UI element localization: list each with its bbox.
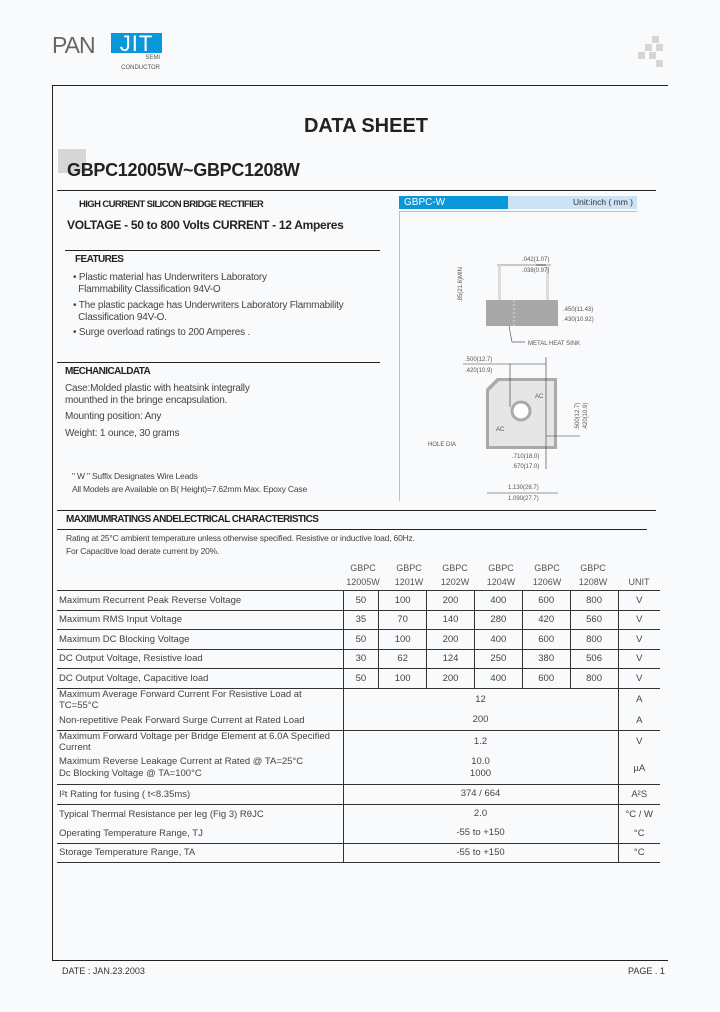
table-row: Maximum DC Blocking Voltage 50 100 200 400 600 800 V	[57, 630, 660, 650]
table-row: Maximum Forward Voltage per Bridge Element at 6.0A Specified Current 1.2 V	[57, 730, 660, 753]
svg-text:.500(12.7): .500(12.7)	[575, 402, 581, 430]
svg-text:.710(18.0): .710(18.0)	[512, 454, 540, 460]
cell-value: 280	[474, 610, 522, 630]
table-row: Typical Thermal Resistance per leg (Fig 3) RθJC 2.0 °C / W	[57, 804, 660, 824]
package-unit: Unit:inch ( mm )	[508, 196, 637, 209]
cell-value: 100	[379, 630, 427, 650]
cell-value: 560	[570, 610, 618, 630]
cell-value: 600	[522, 591, 570, 611]
page-heading: DATA SHEET	[303, 115, 429, 137]
column-header: GBPC 1201W	[394, 563, 424, 587]
table-row: DC Output Voltage, Resistive load 30 62 124 250 380 506 V	[57, 649, 660, 669]
table-row: I²t Rating for fusing ( t<8.35ms) 374 / 664 A²S	[57, 785, 660, 805]
cell-value: 380	[522, 649, 570, 669]
mech-mounting: Mounting position: Any	[65, 411, 162, 422]
feature-item: • Surge overload ratings to 200 Amperes .	[73, 327, 251, 338]
cell-value: 200	[427, 591, 475, 611]
ratings-note1: Rating at 25°C ambient temperature unless otherwise specified. Resistive or inductive load, 60Hz.	[66, 533, 415, 543]
cell-value: 800	[570, 669, 618, 689]
package-diagram	[399, 211, 637, 501]
table-row: DC Output Voltage, Capacitive load 50 100 200 400 600 800 V	[57, 669, 660, 689]
ratings-table	[57, 590, 660, 863]
table-row: Storage Temperature Range, TA -55 to +150 °C	[57, 843, 660, 863]
column-header: GBPC 12005W	[346, 563, 380, 587]
svg-text:.038(0.97): .038(0.97)	[522, 268, 550, 274]
cell-value: 50	[343, 630, 379, 650]
note-w-suffix: " W " Suffix Designates Wire Leads	[72, 471, 198, 481]
cell-value: 600	[522, 669, 570, 689]
column-header: GBPC 1202W	[440, 563, 470, 587]
cell-value: 200	[427, 630, 475, 650]
svg-text:1.130(28.7): 1.130(28.7)	[508, 485, 539, 491]
footer-date: DATE : JAN.23.2003	[62, 966, 145, 976]
dim-lead-w1: .042(1.07)	[522, 257, 550, 263]
logo-sub1: SEMI	[145, 55, 160, 61]
cell-value: 30	[343, 649, 379, 669]
feature-item: • The plastic package has Underwriters Laboratory Flammability Classification 94V-O.	[73, 300, 344, 323]
cell-value: 506	[570, 649, 618, 669]
svg-text:.450(11.43): .450(11.43)	[563, 307, 594, 313]
frame-left	[52, 85, 53, 961]
table-row: Maximum Reverse Leakage Current at Rated @ TA=25°C Dc Blocking Voltage @ TA=100°C 10.0 1000 µA	[57, 753, 660, 785]
cell-value: 100	[379, 669, 427, 689]
svg-text:.420(10.9): .420(10.9)	[583, 402, 589, 430]
column-header: GBPC 1208W	[578, 563, 608, 587]
feature-item: • Plastic material has Underwriters Laboratory Flammability Classification 94V-O	[73, 272, 267, 295]
ratings-title: MAXIMUMRATINGS ANDELECTRICAL CHARACTERISTICS	[66, 514, 319, 525]
logo-sub2: CONDUCTOR	[121, 65, 160, 71]
svg-text:AC: AC	[496, 427, 505, 433]
voltage-current: VOLTAGE - 50 to 800 Volts CURRENT - 12 Amperes	[67, 218, 344, 232]
ratings-note2: For Capacitive load derate current by 20%.	[66, 546, 220, 556]
table-row: Operating Temperature Range, TJ -55 to +150 °C	[57, 824, 660, 844]
frame-bottom	[52, 960, 668, 961]
cell-value: 400	[474, 669, 522, 689]
cell-value: 250	[474, 649, 522, 669]
subtitle: HIGH CURRENT SILICON BRIDGE RECTIFIER	[79, 199, 264, 210]
mech-case: Case:Molded plastic with heatsink integrally mounthed in the bringe encapsulation.	[65, 383, 250, 406]
logo-text: PAN	[52, 32, 95, 58]
frame-top	[52, 85, 668, 86]
logo-mark: JIT	[111, 33, 162, 53]
features-title: FEATURES	[75, 254, 124, 265]
cell-value: 800	[570, 591, 618, 611]
svg-text:METAL HEAT SINK: METAL HEAT SINK	[528, 341, 581, 347]
column-headers	[340, 561, 616, 589]
cell-value: 70	[379, 610, 427, 630]
package-name: GBPC-W	[399, 196, 508, 209]
table-row: Non-repetitive Peak Forward Surge Current at Rated Load 200 A	[57, 711, 660, 731]
mech-weight: Weight: 1 ounce, 30 grams	[65, 428, 180, 439]
svg-text:.500(12.7): .500(12.7)	[465, 357, 493, 363]
cell-value: 50	[343, 591, 379, 611]
mechanical-title: MECHANICALDATA	[65, 366, 151, 377]
note-models: All Models are Available on B( Height)=7.62mm Max. Epoxy Case	[72, 484, 307, 494]
cell-value: 100	[379, 591, 427, 611]
cell-value: 420	[522, 610, 570, 630]
svg-text:1.090(27.7): 1.090(27.7)	[508, 496, 539, 502]
cell-value: 600	[522, 630, 570, 650]
cell-value: 200	[427, 669, 475, 689]
table-row: Maximum Average Forward Current For Resistive Load at TC=55°C 12 A	[57, 688, 660, 711]
cell-value: 50	[343, 669, 379, 689]
part-range-title: GBPC12005W~GBPC1208W	[67, 160, 300, 180]
svg-text:.420(10.9): .420(10.9)	[465, 368, 493, 374]
cell-value: 124	[427, 649, 475, 669]
table-row: Maximum Recurrent Peak Reverse Voltage 50 100 200 400 600 800 V	[57, 591, 660, 611]
cell-value: 400	[474, 630, 522, 650]
unit-header: UNIT	[628, 577, 650, 587]
svg-text:.85(21.6)MIN: .85(21.6)MIN	[458, 266, 464, 302]
cell-value: 400	[474, 591, 522, 611]
svg-text:.430(10.92): .430(10.92)	[563, 317, 594, 323]
cell-value: 35	[343, 610, 379, 630]
cell-value: 140	[427, 610, 475, 630]
column-header: GBPC 1206W	[532, 563, 562, 587]
column-header: GBPC 1204W	[486, 563, 516, 587]
svg-text:HOLE DIA: HOLE DIA	[428, 442, 457, 448]
svg-text:.670(17.0): .670(17.0)	[512, 464, 540, 470]
cell-value: 62	[379, 649, 427, 669]
svg-text:AC: AC	[535, 394, 544, 400]
footer-page: PAGE . 1	[628, 966, 665, 976]
table-row: Maximum RMS Input Voltage 35 70 140 280 420 560 V	[57, 610, 660, 630]
cell-value: 800	[570, 630, 618, 650]
